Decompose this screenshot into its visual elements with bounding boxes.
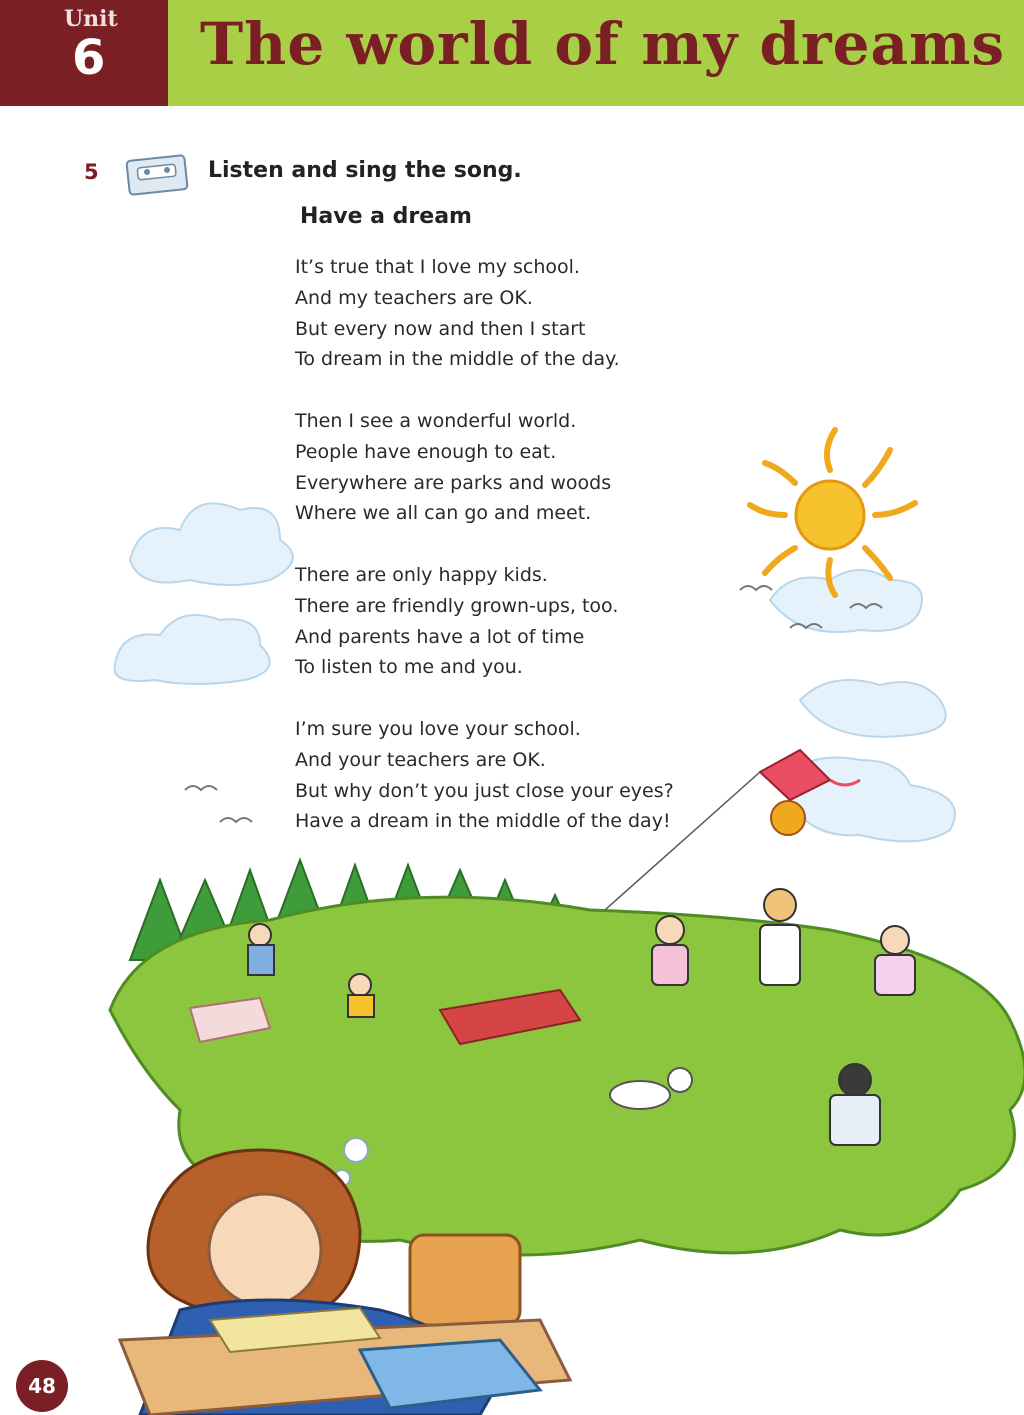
song-line: And parents have a lot of time xyxy=(295,625,585,648)
exercise-number: 5 xyxy=(84,160,99,184)
exercise-instruction: Listen and sing the song. xyxy=(208,158,522,183)
stanza xyxy=(295,560,618,683)
stanza xyxy=(295,406,611,529)
song-line: And my teachers are OK. xyxy=(295,286,533,309)
song-line: There are friendly grown-ups, too. xyxy=(295,594,619,617)
stanza xyxy=(295,714,674,837)
song-line: To listen to me and you. xyxy=(295,656,523,679)
song-line: I’m sure you love your school. xyxy=(295,718,581,740)
song-line: There are only happy kids. xyxy=(295,564,548,586)
ball-icon xyxy=(771,801,805,835)
stanza xyxy=(295,252,620,375)
cassette-icon xyxy=(122,152,192,198)
song-line: And your teachers are OK. xyxy=(295,748,546,771)
song-line: Have a dream in the middle of the day! xyxy=(295,810,671,833)
song-line: Everywhere are parks and woods xyxy=(295,471,612,494)
song-line: But every now and then I start xyxy=(295,317,586,340)
unit-number: 6 xyxy=(72,30,106,86)
song-line: People have enough to eat. xyxy=(295,440,557,463)
unit-label: Unit xyxy=(64,6,118,32)
song-line: Where we all can go and meet. xyxy=(295,502,592,525)
page-title: The world of my dreams xyxy=(200,10,1006,78)
song-line: It’s true that I love my school. xyxy=(295,256,580,278)
song-title: Have a dream xyxy=(300,204,472,229)
song-line: Then I see a wonderful world. xyxy=(295,410,577,432)
song-line: To dream in the middle of the day. xyxy=(295,348,620,371)
song-line: But why don’t you just close your eyes? xyxy=(295,779,674,802)
page-number: 48 xyxy=(16,1360,68,1412)
sun-icon xyxy=(750,430,915,595)
